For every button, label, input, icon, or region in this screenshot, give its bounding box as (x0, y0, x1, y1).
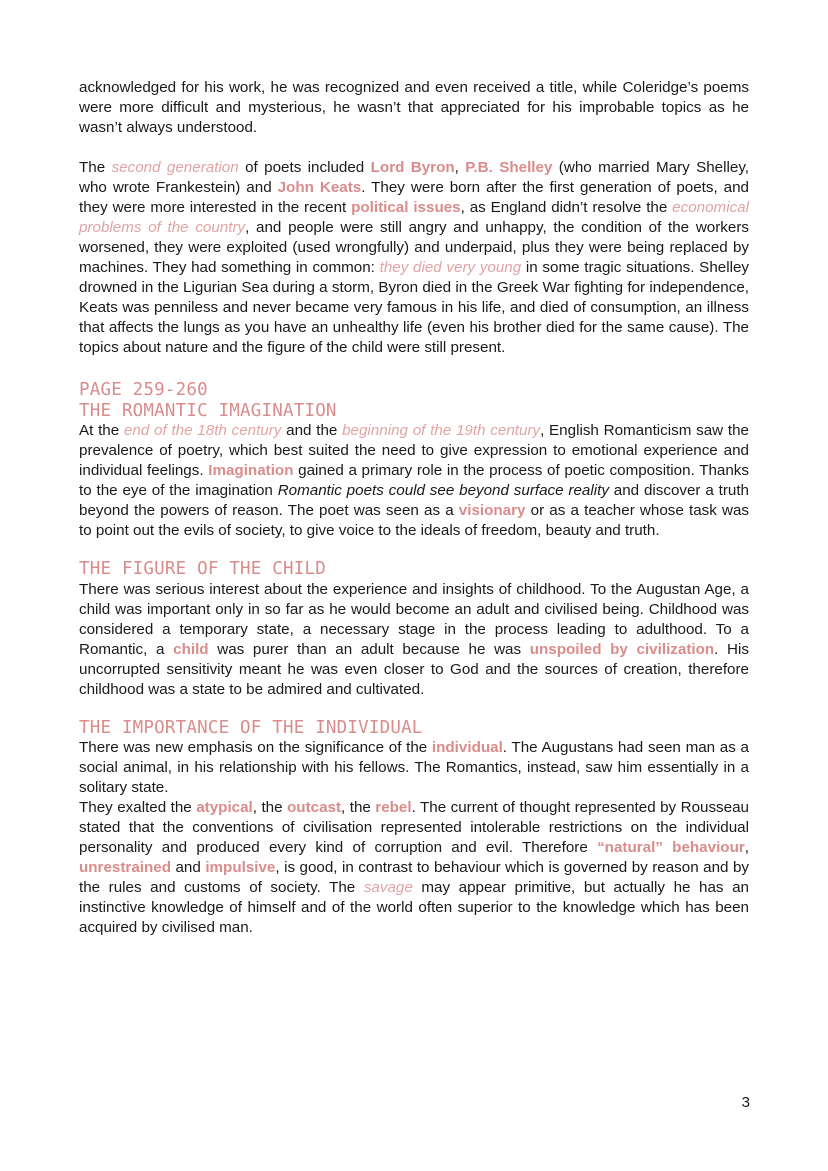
highlight-savage: savage (363, 879, 413, 896)
highlight-lord-byron: Lord Byron (370, 159, 455, 176)
highlight-end-18th-century: end of the 18th century (123, 422, 282, 439)
imagination-paragraph: At the end of the 18th century and the beginning of the 19th century, English Romanticism saw the prevalence of poetry, which best suited the need to give expression to emotional experience and individual feelings. Imagination gained a primary role in the process of poetic composition. Thanks to the eye of the imagination Romantic poets could see beyond surface reality and discover a truth beyond the powers of reason. The poet was seen as a visionary or as a teacher whose task was to point out the evils of society, to give voice to the ideals of freedom, beauty and truth. (79, 422, 749, 539)
highlight-died-young: they died very young (379, 259, 522, 276)
highlight-shelley: P.B. Shelley (465, 159, 553, 176)
highlight-natural-behaviour: “natural” behaviour (597, 839, 745, 856)
page-number: 3 (741, 1094, 750, 1111)
highlight-unrestrained: unrestrained (79, 859, 171, 876)
highlight-unspoiled: unspoiled by civilization (529, 640, 715, 658)
second-generation-paragraph: The second generation of poets included Lord Byron, P.B. Shelley (who married Mary Shelley, who wrote Frankestein) and John Keats. They were born after the first generation of poets, and they were more interested in the recent political issues, as England didn’t resolve the economical problems of the country, and people were still angry and unhappy, the condition of the workers worsened, they were exploited (used wrongfully) and underpaid, plus they were being replaced by machines. They had something in common: they died very young in some tragic situations. Shelley drowned in the Ligurian Sea during a storm, Byron died in the Greek War fighting for independence, Keats was penniless and never became very famous in his life, and died of consumption, an illness that affects the lungs as you have an unhealthy life (even his brother died for the same cause). The topics about nature and the figure of the child were still present. (79, 159, 750, 356)
highlight-child: child (173, 640, 209, 658)
heading-romantic-imagination: THE ROMANTIC IMAGINATION (79, 400, 337, 421)
page-content (79, 78, 749, 938)
highlight-economical-problems: economical problems of the country (79, 199, 749, 236)
heading-figure-of-the-child: THE FIGURE OF THE CHILD (79, 559, 326, 579)
highlight-second-generation: second generation (111, 159, 239, 176)
heading-page-range: PAGE 259-260 (79, 380, 208, 400)
highlight-imagination: Imagination (208, 462, 294, 479)
highlight-visionary: visionary (458, 502, 526, 519)
highlight-atypical: atypical (196, 799, 253, 816)
individual-paragraph-1: There was new emphasis on the significance of the individual. The Augustans had seen man as a social animal, in his relationship with his fellows. The Romantics, instead, saw him essentially in a solitary state. (79, 739, 749, 796)
intro-paragraph: acknowledged for his work, he was recognized and even received a title, while Coleridge’s poems were more difficult and mysterious, he wasn’t that appreciated for his improbable topics as he wasn’t always understood. (79, 79, 749, 136)
individual-paragraph-2: They exalted the atypical, the outcast, the rebel. The current of thought represented by Rousseau stated that the conventions of civilisation represented intolerable restrictions on the individual personality and produced every kind of corruption and evil. Therefore “natural” behaviour, unrestrained and impulsive, is good, in contrast to behaviour which is governed by reason and by the rules and customs of society. The savage may appear primitive, but actually he has an instinctive knowledge of himself and of the world often superior to the knowledge which has been acquired by civilised man. (79, 799, 750, 936)
highlight-beginning-19th-century: beginning of the 19th century (342, 422, 541, 439)
highlight-impulsive: impulsive (205, 859, 276, 876)
highlight-john-keats: John Keats (277, 179, 362, 196)
highlight-individual: individual (431, 739, 503, 756)
highlight-political-issues: political issues (351, 199, 461, 216)
highlight-outcast: outcast (287, 799, 342, 816)
heading-importance-of-individual: THE IMPORTANCE OF THE INDIVIDUAL (79, 717, 423, 738)
italic-romantic-poets: Romantic poets could see beyond surface reality (277, 482, 609, 499)
highlight-rebel: rebel (375, 799, 412, 816)
child-paragraph: There was serious interest about the experience and insights of childhood. To the Augustan Age, a child was important only in so far as he would become an adult and civilised being. Childhood was considered a temporary state, a necessary stage in the process leading to adulthood. To a Romantic, a child was purer than an adult because he was unspoiled by civilization. His uncorrupted sensitivity meant he was even closer to God and the sources of creation, therefore childhood was a state to be admired and cultivated. (79, 580, 749, 698)
